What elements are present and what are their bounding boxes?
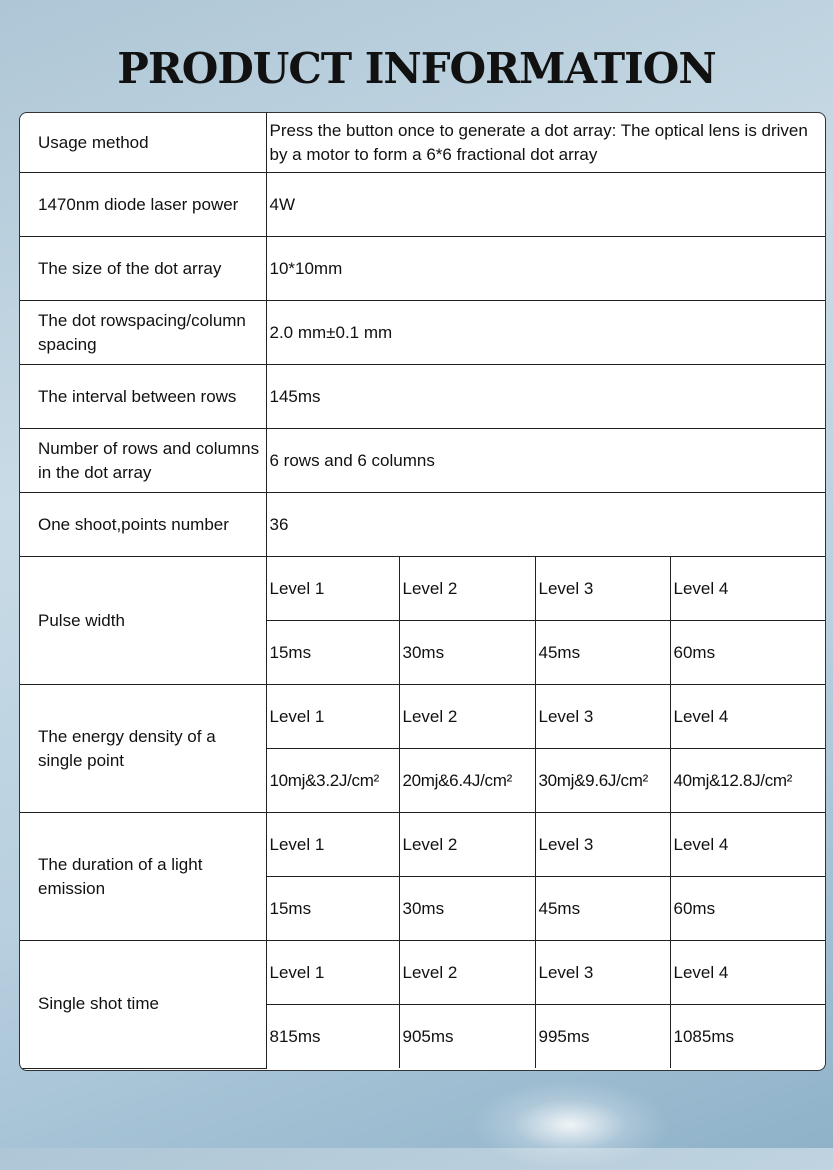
level-value: 815ms (266, 1005, 399, 1069)
row-label: The energy density of a single point (20, 685, 266, 813)
table-row (20, 557, 825, 621)
table-row (20, 301, 825, 365)
level-header: Level 2 (399, 941, 535, 1005)
level-value: 995ms (535, 1005, 670, 1069)
row-value: Press the button once to generate a dot array: The optical lens is driven by a motor to form a 6*6 fractional dot array (266, 113, 825, 173)
row-value: 36 (266, 493, 825, 557)
level-header: Level 3 (535, 685, 670, 749)
level-value: 30ms (399, 621, 535, 685)
row-label: Usage method (20, 113, 266, 173)
row-label: Number of rows and columns in the dot array (20, 429, 266, 493)
level-header: Level 1 (266, 685, 399, 749)
level-value: 1085ms (670, 1005, 825, 1069)
row-label: One shoot,points number (20, 493, 266, 557)
table-row (20, 941, 825, 1005)
level-header: Level 1 (266, 813, 399, 877)
row-label: 1470nm diode laser power (20, 173, 266, 237)
level-header: Level 4 (670, 813, 825, 877)
level-header: Level 1 (266, 557, 399, 621)
level-header: Level 3 (535, 813, 670, 877)
row-label: The size of the dot array (20, 237, 266, 301)
table-row (20, 685, 825, 749)
level-header: Level 2 (399, 557, 535, 621)
level-header: Level 3 (535, 941, 670, 1005)
table-row (20, 813, 825, 877)
row-label: Pulse width (20, 557, 266, 685)
product-info-table (20, 113, 825, 1069)
level-header: Level 4 (670, 941, 825, 1005)
table-row (20, 493, 825, 557)
row-value: 2.0 mm±0.1 mm (266, 301, 825, 365)
row-value: 10*10mm (266, 237, 825, 301)
row-value: 4W (266, 173, 825, 237)
level-value: 15ms (266, 621, 399, 685)
level-value: 45ms (535, 877, 670, 941)
row-value: 145ms (266, 365, 825, 429)
level-header: Level 2 (399, 813, 535, 877)
level-header: Level 1 (266, 941, 399, 1005)
level-value: 40mj&12.8J/cm² (670, 749, 825, 813)
level-value: 60ms (670, 621, 825, 685)
level-value: 30mj&9.6J/cm² (535, 749, 670, 813)
level-value: 10mj&3.2J/cm² (266, 749, 399, 813)
row-label: The duration of a light emission (20, 813, 266, 941)
light-glow (470, 1080, 670, 1170)
row-label: Single shot time (20, 941, 266, 1069)
level-header: Level 4 (670, 685, 825, 749)
table-row (20, 113, 825, 173)
level-header: Level 2 (399, 685, 535, 749)
row-label: The interval between rows (20, 365, 266, 429)
table-row (20, 173, 825, 237)
table-row (20, 365, 825, 429)
level-header: Level 3 (535, 557, 670, 621)
level-value: 30ms (399, 877, 535, 941)
level-value: 60ms (670, 877, 825, 941)
product-info-card (19, 112, 826, 1071)
row-value: 6 rows and 6 columns (266, 429, 825, 493)
level-header: Level 4 (670, 557, 825, 621)
level-value: 905ms (399, 1005, 535, 1069)
page-title: PRODUCT INFORMATION (117, 44, 716, 93)
level-value: 45ms (535, 621, 670, 685)
level-value: 20mj&6.4J/cm² (399, 749, 535, 813)
table-row (20, 429, 825, 493)
level-value: 15ms (266, 877, 399, 941)
row-label: The dot rowspacing/column spacing (20, 301, 266, 365)
table-row (20, 237, 825, 301)
